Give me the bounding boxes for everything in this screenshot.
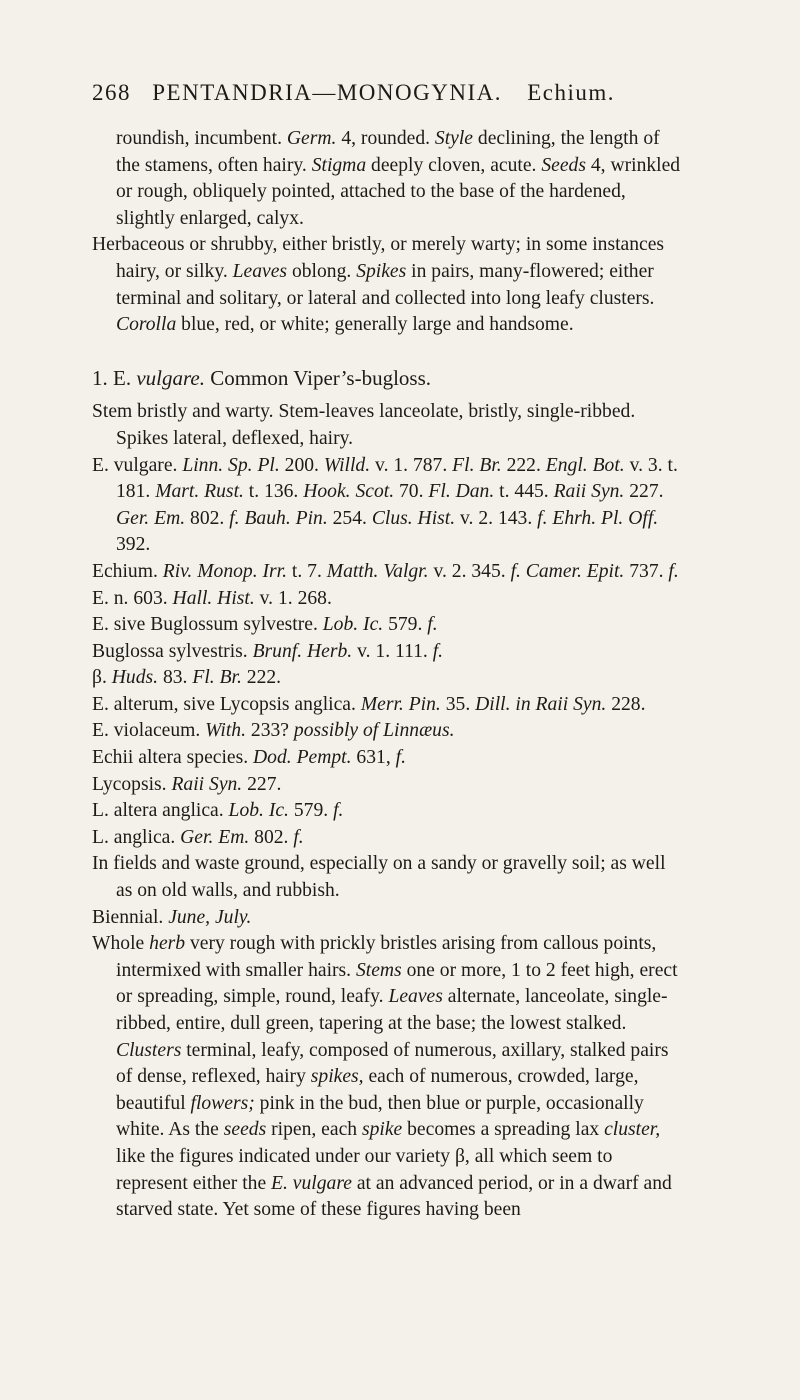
- text-fragment: Ger. Em.: [180, 826, 250, 848]
- synonym-entry: [92, 586, 682, 613]
- text-fragment: v. 3. t. 181.: [116, 454, 678, 503]
- text-fragment: f.: [395, 747, 406, 769]
- text-fragment: v. 1. 111.: [352, 640, 433, 662]
- text-fragment: 233?: [246, 720, 294, 742]
- text-fragment: Seeds: [541, 154, 586, 176]
- text-fragment: Leaves: [232, 260, 288, 282]
- text-fragment: seeds: [223, 1119, 267, 1141]
- text-fragment: Lob. Ic.: [322, 614, 384, 636]
- text-fragment: Stems: [355, 959, 402, 981]
- text-fragment: Fl. Br.: [452, 454, 502, 476]
- text-fragment: Riv. Monop. Irr.: [162, 560, 288, 582]
- synonym-entry: [92, 559, 682, 586]
- text-fragment: E. alterum, sive Lycopsis anglica.: [92, 693, 361, 715]
- text-fragment: v. 2. 345.: [428, 560, 511, 582]
- text-fragment: Buglossa sylvestris.: [92, 640, 253, 662]
- text-fragment: E. vulgare: [271, 1172, 352, 1194]
- text-fragment: Fl. Dan.: [428, 481, 495, 503]
- synonym-entry: [92, 639, 682, 666]
- text-fragment: herb: [149, 933, 186, 955]
- synonym-entry: [92, 718, 682, 745]
- text-fragment: 802.: [185, 507, 230, 529]
- text-fragment: With.: [205, 720, 246, 742]
- text-fragment: 200.: [279, 454, 324, 476]
- text-fragment: Echii altera species.: [92, 747, 254, 769]
- text-fragment: Willd.: [323, 454, 371, 476]
- text-fragment: t. 136.: [243, 481, 304, 503]
- text-fragment: Dod. Pempt.: [253, 747, 352, 769]
- synonym-entry: [92, 612, 682, 639]
- text-fragment: Whole: [92, 933, 150, 955]
- synonym-entry: [92, 825, 682, 852]
- species-diagnosis: Stem bristly and warty. Stem-leaves lanceolate, bristly, single-ribbed. Spikes lateral, deflexed, hairy.: [92, 401, 636, 449]
- synonym-entry: [92, 665, 682, 692]
- text-fragment: E. n. 603.: [92, 587, 173, 609]
- text-fragment: 35.: [440, 693, 476, 715]
- text-fragment: β.: [92, 667, 112, 689]
- text-fragment: 579.: [288, 800, 334, 822]
- text-fragment: 83.: [158, 667, 193, 689]
- text-fragment: Huds.: [111, 667, 159, 689]
- page-number: 268: [92, 80, 131, 105]
- text-fragment: 1. E.: [92, 365, 137, 390]
- text-fragment: pink in the bud, then blue or purple, occasionally white. As the: [116, 1092, 644, 1141]
- text-fragment: like the figures indicated under our variety β, all which seem to represent either the: [116, 1145, 613, 1194]
- text-fragment: Leaves: [388, 986, 443, 1008]
- text-fragment: Matth. Valgr.: [326, 560, 429, 582]
- text-fragment: Clusters: [116, 1039, 182, 1061]
- text-fragment: v. 2. 143.: [455, 507, 538, 529]
- species-title: [92, 365, 682, 392]
- text-fragment: ripen, each: [266, 1119, 362, 1141]
- text-fragment: spike: [361, 1119, 403, 1141]
- text-fragment: f.: [333, 800, 344, 822]
- genus-description-paragraph: [92, 126, 682, 232]
- section-heading: PENTANDRIA—MONOGYNIA.: [152, 80, 502, 105]
- text-fragment: one or more, 1 to 2 feet high, erect or spreading, simple, round, leafy.: [116, 959, 678, 1008]
- text-fragment: 392.: [116, 534, 151, 556]
- text-fragment: Hook. Scot.: [303, 481, 395, 503]
- text-fragment: f.: [432, 640, 444, 662]
- synonym-entry: [92, 772, 682, 799]
- text-fragment: flowers;: [190, 1092, 255, 1114]
- text-fragment: 579.: [383, 614, 428, 636]
- text-fragment: 228.: [606, 693, 646, 715]
- spacer: [92, 339, 682, 365]
- habitat-paragraph: In fields and waste ground, especially on a sandy or gravelly soil; as well as on old walls, and rubbish.: [92, 853, 666, 902]
- text-fragment: declining, the length of the stamens, often hairy.: [116, 128, 660, 176]
- text-fragment: in pairs, many-flowered; either terminal and solitary, or lateral and collected into long leafy clusters.: [116, 260, 655, 309]
- text-fragment: Spikes: [356, 260, 407, 282]
- text-fragment: Echium.: [92, 560, 163, 582]
- text-fragment: f.: [293, 826, 304, 848]
- text-fragment: Lob. Ic.: [228, 800, 289, 822]
- text-fragment: Germ.: [286, 128, 337, 149]
- text-fragment: Linn. Sp. Pl.: [182, 454, 280, 476]
- text-fragment: Mart. Rust.: [155, 481, 244, 503]
- text-fragment: 631,: [351, 747, 396, 769]
- text-fragment: very rough with prickly bristles arising from callous points, intermixed with smaller hairs.: [116, 933, 657, 981]
- text-fragment: E. sive Buglossum sylvestre.: [92, 614, 323, 636]
- genus-description-paragraph: [92, 232, 682, 338]
- text-fragment: Stigma: [311, 154, 367, 176]
- text-fragment: Hall. Hist.: [172, 587, 255, 609]
- text-fragment: Common Viper’s-bugloss.: [204, 365, 432, 390]
- text-fragment: v. 1. 268.: [254, 587, 332, 609]
- text-fragment: 4, rounded.: [336, 128, 435, 149]
- text-fragment: Raii Syn.: [553, 481, 625, 503]
- text-fragment: deeply cloven, acute.: [366, 154, 542, 176]
- text-fragment: 222.: [241, 667, 282, 689]
- text-fragment: cluster,: [604, 1119, 661, 1141]
- text-fragment: f.: [427, 614, 438, 636]
- text-fragment: Engl. Bot.: [545, 454, 625, 476]
- text-fragment: Style: [434, 128, 473, 149]
- text-fragment: 227.: [242, 773, 282, 795]
- text-fragment: f. Camer. Epit.: [510, 560, 625, 582]
- text-fragment: 737.: [624, 560, 669, 582]
- text-fragment: Dill. in Raii Syn.: [475, 693, 607, 715]
- text-fragment: Biennial.: [92, 906, 169, 928]
- text-fragment: f.: [668, 560, 679, 582]
- text-fragment: Raii Syn.: [171, 773, 243, 795]
- text-fragment: v. 1. 787.: [370, 454, 453, 476]
- synonym-entry: [92, 453, 682, 559]
- text-fragment: 70.: [394, 481, 429, 503]
- text-fragment: Clus. Hist.: [371, 507, 456, 529]
- text-fragment: Merr. Pin.: [360, 693, 441, 715]
- text-fragment: Lycopsis.: [92, 773, 172, 795]
- text-fragment: L. anglica.: [92, 826, 181, 848]
- synonym-entry: [92, 745, 682, 772]
- text-fragment: 802.: [249, 826, 294, 848]
- spacer: [92, 391, 682, 399]
- page-body: [92, 126, 682, 1224]
- text-fragment: possibly of Linnæus.: [293, 720, 455, 742]
- running-header: [92, 80, 792, 106]
- text-fragment: at an advanced period, or in a dwarf and starved state. Yet some of these figures having been: [116, 1172, 672, 1221]
- text-fragment: spikes,: [310, 1066, 364, 1088]
- genus-heading: Echium.: [527, 80, 616, 105]
- text-fragment: oblong.: [287, 260, 357, 282]
- text-fragment: Ger. Em.: [116, 507, 186, 529]
- text-fragment: t. 7.: [287, 560, 327, 582]
- text-fragment: June, July.: [168, 906, 252, 928]
- text-fragment: E. vulgare.: [92, 454, 183, 476]
- description-paragraph: [92, 931, 682, 1224]
- synonym-entry: [92, 798, 682, 825]
- text-fragment: t. 445.: [494, 481, 554, 503]
- text-fragment: 222.: [501, 454, 546, 476]
- text-fragment: Brunf. Herb.: [252, 640, 353, 662]
- text-fragment: 254.: [327, 507, 372, 529]
- synonym-entry: [92, 692, 682, 719]
- text-fragment: roundish, incumbent.: [116, 128, 287, 149]
- text-fragment: Corolla: [116, 314, 177, 336]
- text-fragment: each of numerous, crowded, large, beautiful: [116, 1066, 639, 1114]
- text-fragment: 227.: [624, 481, 664, 503]
- text-fragment: 4, wrinkled or rough, obliquely pointed, attached to the base of the hardened, slightly enlarged, calyx.: [116, 154, 681, 229]
- text-fragment: f. Ehrh. Pl. Off.: [537, 507, 659, 529]
- text-fragment: Fl. Br.: [192, 667, 242, 689]
- text-fragment: terminal, leafy, composed of numerous, axillary, stalked pairs of dense, reflexed, hairy: [116, 1039, 669, 1088]
- text-fragment: becomes a spreading lax: [402, 1119, 605, 1141]
- text-fragment: blue, red, or white; generally large and handsome.: [176, 314, 574, 336]
- text-fragment: E. violaceum.: [92, 720, 206, 742]
- text-fragment: vulgare.: [136, 365, 205, 390]
- duration-paragraph: [92, 905, 682, 932]
- text-fragment: f. Bauh. Pin.: [229, 507, 328, 529]
- text-fragment: L. altera anglica.: [92, 800, 229, 822]
- text-fragment: alternate, lanceolate, single-ribbed, entire, dull green, tapering at the base; the lowest stalked.: [116, 986, 668, 1034]
- text-fragment: Herbaceous or shrubby, either bristly, or merely warty; in some instances hairy, or silky.: [92, 234, 665, 282]
